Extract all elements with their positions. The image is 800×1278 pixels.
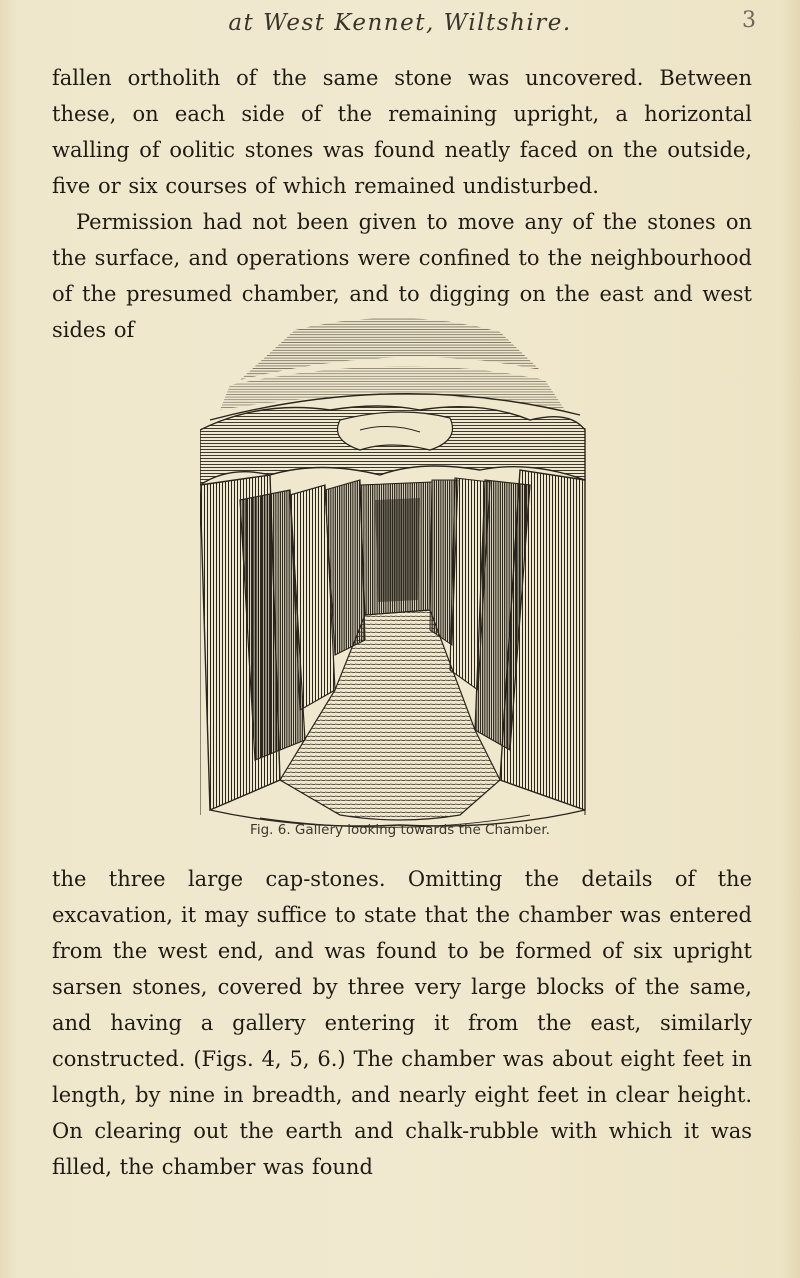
paragraph-2: Permission had not been given to move any of the stones on the surface, and operations were confined to the neighbourhood of the presumed chamber, and to digging on the east and west sides of: [52, 210, 752, 342]
paragraph-3: the three large cap-stones. Omitting the details of the excavation, it may suffice to state that the chamber was entered from the west end, and was found to be formed of six upright sarsen stones, covered by three very large blocks of the same, and having a gallery entering it from the east, similarly constructed. (Figs. 4, 5, 6.) The chamber was about eight feet in length, by nine in breadth, and nearly eight feet in clear height. On clearing out the earth and chalk-rubble with which it was filled, the chamber was found: [52, 867, 752, 1179]
gallery-engraving-illustration: [200, 310, 600, 830]
page-number: 3: [742, 8, 756, 33]
figure-caption: Fig. 6. Gallery looking towards the Chamber.: [250, 822, 550, 838]
paragraph-1: fallen ortholith of the same stone was uncovered. Between these, on each side of the remaining upright, a horizontal walling of oolitic stones was found neatly faced on the outside, five or six courses of which remained undisturbed.: [52, 66, 752, 198]
gallery-engraving: [200, 310, 600, 870]
running-head: [0, 8, 800, 44]
running-title: at West Kennet, Wiltshire.: [228, 10, 572, 36]
